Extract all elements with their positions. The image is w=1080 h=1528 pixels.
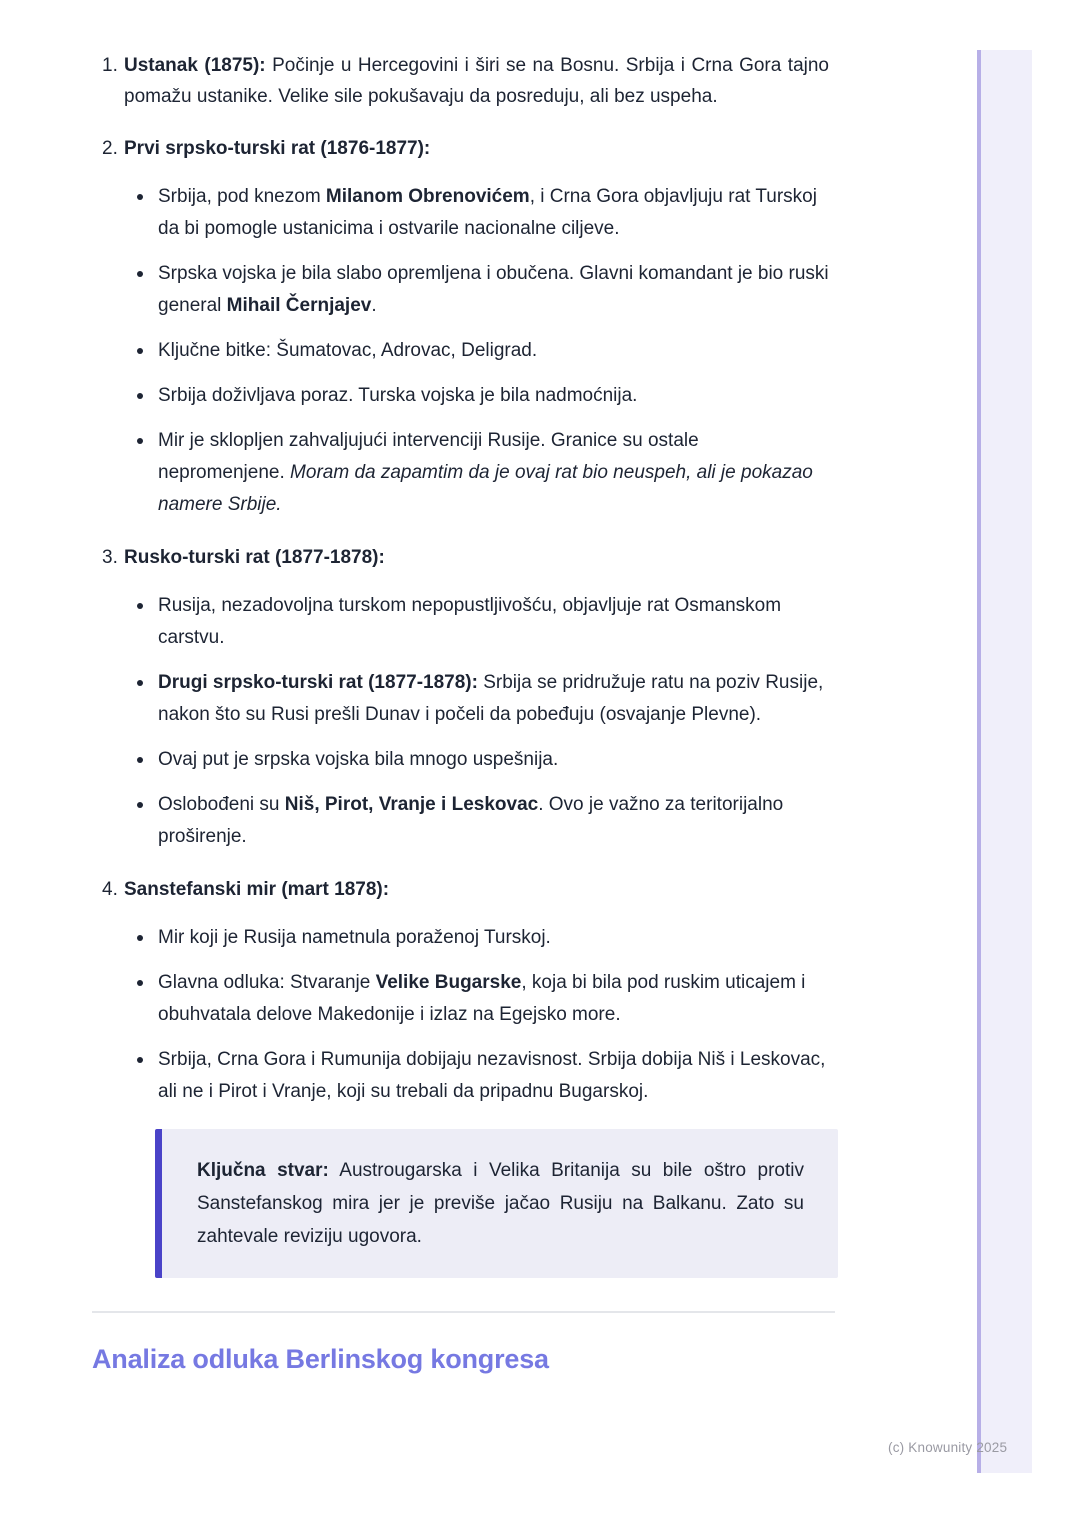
next-section-heading: Analiza odluka Berlinskog kongresa	[92, 1344, 549, 1374]
bullet-item	[158, 967, 829, 1031]
bullet-item	[158, 335, 829, 367]
text-run: Mir je sklopljen zahvaljujući intervenciji Rusije. Granice su ostale nepromenjene.	[158, 430, 699, 483]
bullet-item	[158, 181, 829, 245]
text-run: Srpska vojska je bila slabo opremljena i obučena. Glavni komandant je bio ruski general	[158, 263, 829, 316]
bold-run: Ustanak (1875):	[124, 55, 266, 76]
bold-run: Prvi srpsko-turski rat (1876-1877):	[124, 138, 431, 159]
numbered-item	[92, 874, 829, 1108]
numbered-item	[92, 133, 829, 521]
bold-run: Velike Bugarske	[375, 972, 522, 993]
text-run: , i Crna Gora objavljuju rat Turskoj da bi pomogle ustanicima i ostvarile nacionalne ciljeve.	[158, 186, 817, 239]
bold-run: Rusko-turski rat (1877-1878):	[124, 547, 385, 568]
bold-run: Milanom Obrenovićem	[325, 186, 530, 207]
item-number: 1.	[102, 55, 118, 76]
text-run: , koja bi bila pod ruskim uticajem i obuhvatala delove Makedonije i izlaz na Egejsko more.	[158, 972, 806, 1025]
item-paragraph	[124, 874, 829, 905]
text-run: Srbija se pridružuje ratu na poziv Rusije, nakon što su Rusi prešli Dunav i počeli da pobeđuju (osvajanje Plevne).	[158, 672, 824, 725]
italic-run: Moram da zapamtim da je ovaj rat bio neuspeh, ali je pokazao namere Srbije.	[158, 462, 813, 515]
item-number: 3.	[102, 547, 118, 568]
bold-run: Drugi srpsko-turski rat (1877-1878):	[158, 672, 478, 693]
bullet-item	[158, 425, 829, 521]
text-run: Oslobođeni su	[158, 794, 285, 815]
section-divider	[92, 1311, 835, 1313]
text-run: Srbija, pod knezom	[158, 186, 326, 207]
document-page	[92, 50, 829, 1375]
bullet-item	[158, 380, 829, 412]
bullet-item	[158, 1044, 829, 1108]
watermark-text: (c) Knowunity 2025	[888, 1440, 1008, 1455]
numbered-item	[92, 542, 829, 853]
bullet-list	[124, 181, 829, 521]
text-run: Srbija doživljava poraz. Turska vojska je bila nadmoćnija.	[158, 385, 638, 406]
bullet-item	[158, 744, 829, 776]
bold-run: Niš, Pirot, Vranje i Leskovac	[284, 794, 539, 815]
numbered-list	[92, 50, 829, 1108]
key-point-callout	[155, 1129, 838, 1278]
text-run: .	[371, 295, 377, 316]
text-run: Glavna odluka: Stvaranje	[158, 972, 376, 993]
text-run: Ovaj put je srpska vojska bila mnogo uspešnija.	[158, 749, 559, 770]
bold-run: Sanstefanski mir (mart 1878):	[124, 879, 390, 900]
callout-text: Austrougarska i Velika Britanija su bile oštro protiv Sanstefanskog mira jer je previše jačao Rusiju na Balkanu. Zato su zahtevale reviziju ugovora.	[197, 1160, 804, 1247]
item-paragraph	[124, 133, 829, 164]
bullet-item	[158, 922, 829, 954]
bullet-item	[158, 258, 829, 322]
bullet-list	[124, 590, 829, 853]
text-run: Počinje u Hercegovini i širi se na Bosnu. Srbija i Crna Gora tajno pomažu ustanike. Velike sile pokušavaju da posreduju, ali bez uspeha.	[124, 55, 829, 107]
numbered-item	[92, 50, 829, 112]
next-page-edge-strip	[977, 50, 1032, 1473]
bold-run: Mihail Černjajev	[226, 295, 372, 316]
text-run: . Ovo je važno za teritorijalno proširenje.	[158, 794, 784, 847]
item-paragraph	[124, 50, 829, 112]
bullet-item	[158, 789, 829, 853]
item-number: 2.	[102, 138, 118, 159]
text-run: Srbija, Crna Gora i Rumunija dobijaju nezavisnost. Srbija dobija Niš i Leskovac, ali ne i Pirot i Vranje, koji su trebali da pripadnu Bugarskoj.	[158, 1049, 826, 1102]
item-number: 4.	[102, 879, 118, 900]
text-run: Ključne bitke: Šumatovac, Adrovac, Deligrad.	[158, 340, 538, 361]
bullet-list	[124, 922, 829, 1108]
bullet-item	[158, 667, 829, 731]
text-run: Rusija, nezadovoljna turskom nepopustljivošću, objavljuje rat Osmanskom carstvu.	[158, 595, 782, 648]
text-run: Mir koji je Rusija nametnula poraženoj Turskoj.	[158, 927, 551, 948]
bullet-item	[158, 590, 829, 654]
callout-label: Ključna stvar:	[197, 1160, 329, 1181]
item-paragraph	[124, 542, 829, 573]
